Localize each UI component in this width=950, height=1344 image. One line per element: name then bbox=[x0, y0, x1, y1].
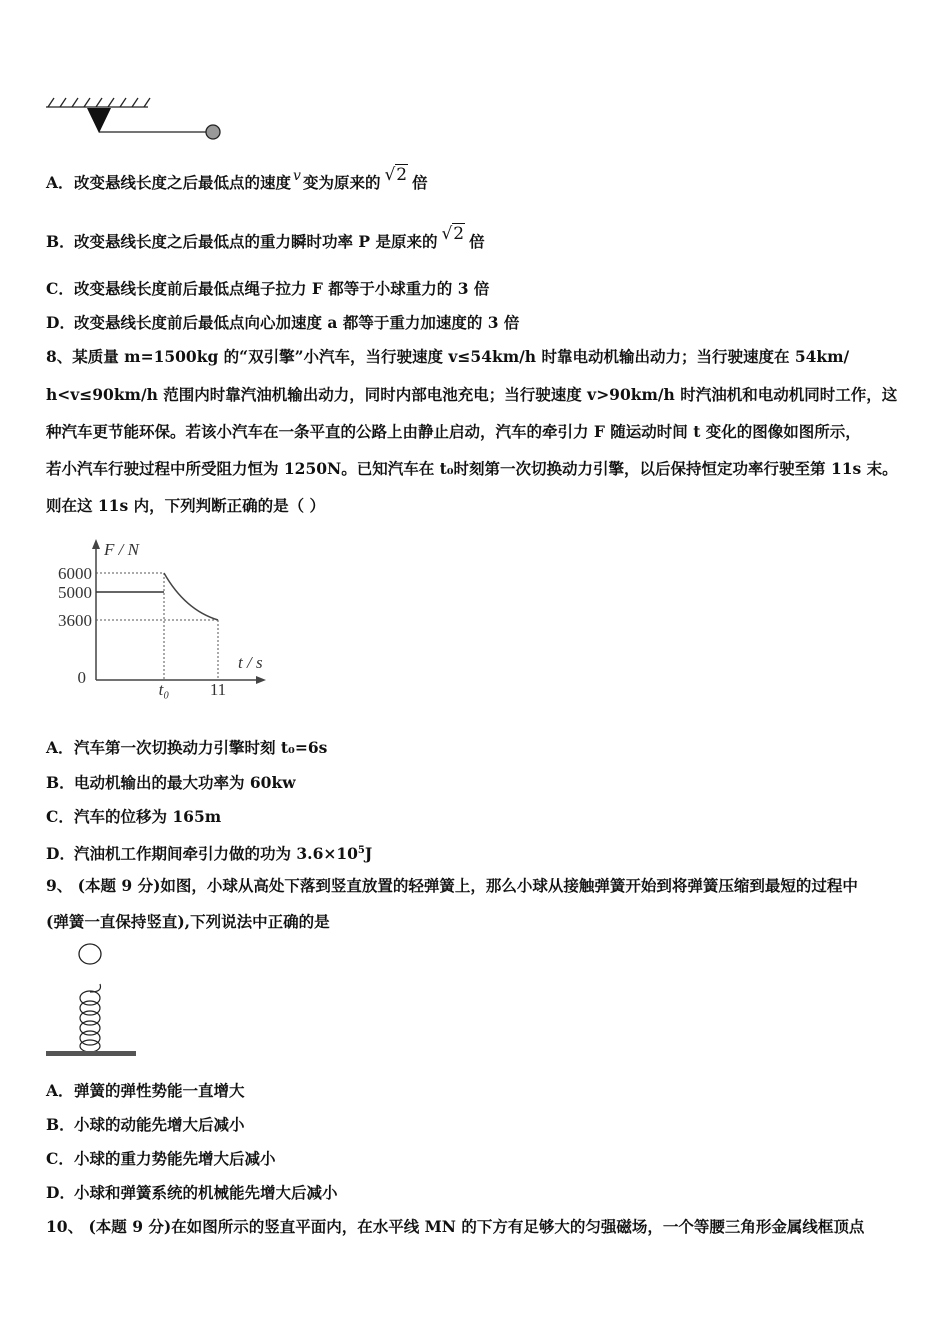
q8-option-c[interactable]: C．汽车的位移为 165m bbox=[46, 807, 222, 826]
q7-option-b[interactable]: B．改变悬线长度之后最低点的重力瞬时功率 P 是原来的 √2 倍 bbox=[46, 224, 485, 251]
q8-text-line: 若小汽车行驶过程中所受阻力恒为 1250N。已知汽车在 t₀时刻第一次切换动力引擎，以后保持恒定功率行驶至第 11s 末。 bbox=[46, 459, 898, 478]
q7-option-a[interactable]: A．改变悬线长度之后最低点的速度 v 变为原来的 √2 倍 bbox=[46, 165, 428, 192]
spring-ball-figure bbox=[40, 938, 150, 1063]
q9-text-line: 9、 (本题 9 分)如图，小球从高处下落到竖直放置的轻弹簧上，那么小球从接触弹簧开始到将弹簧压缩到最短的过程中 bbox=[46, 876, 858, 895]
q10-text-line: 10、 (本题 9 分)在如图所示的竖直平面内，在水平线 MN 的下方有足够大的匀强磁场，一个等腰三角形金属线框顶点 bbox=[46, 1217, 865, 1236]
q9-option-d[interactable]: D．小球和弹簧系统的机械能先增大后减小 bbox=[46, 1183, 338, 1202]
q7-option-c[interactable]: C．改变悬线长度前后最低点绳子拉力 F 都等于小球重力的 3 倍 bbox=[46, 279, 490, 298]
q8-text-line: 8、某质量 m=1500kg 的“双引擎”小汽车，当行驶速度 v≤54km/h 时靠电动机输出动力；当行驶速度在 54km/ bbox=[46, 347, 850, 366]
sqrt-symbol: √2 bbox=[384, 165, 408, 185]
q7-option-d[interactable]: D．改变悬线长度前后最低点向心加速度 a 都等于重力加速度的 3 倍 bbox=[46, 313, 520, 332]
sqrt-symbol: √2 bbox=[441, 224, 465, 244]
q8-text-line: 则在这 11s 内，下列判断正确的是（ ） bbox=[46, 496, 325, 515]
q9-option-b[interactable]: B．小球的动能先增大后减小 bbox=[46, 1115, 245, 1134]
q9-option-a[interactable]: A．弹簧的弹性势能一直增大 bbox=[46, 1081, 245, 1100]
q9-option-c[interactable]: C．小球的重力势能先增大后减小 bbox=[46, 1149, 276, 1168]
x-tick-label: 11 bbox=[209, 680, 227, 699]
y-tick-label: 3600 bbox=[58, 611, 92, 630]
q8-option-d[interactable]: D．汽油机工作期间牵引力做的功为 $3.6\times 10^5J$ bbox=[46, 844, 373, 864]
pendulum-figure bbox=[40, 95, 230, 150]
y-tick-label: 5000 bbox=[58, 583, 92, 602]
x-axis-label: t / s bbox=[238, 653, 263, 672]
q9-text-line: (弹簧一直保持竖直),下列说法中正确的是 bbox=[46, 912, 330, 931]
q8-option-a[interactable]: A．汽车第一次切换动力引擎时刻 t₀=6s bbox=[46, 738, 328, 757]
y-axis-label: F / N bbox=[104, 540, 139, 559]
gas-force-curve bbox=[164, 573, 218, 620]
q8-text-line: 种汽车更节能环保。若该小汽车在一条平直的公路上由静止启动，汽车的牵引力 F 随运动时间 t 变化的图像如图所示， bbox=[46, 422, 861, 441]
force-time-graph bbox=[40, 535, 280, 705]
q8-option-b[interactable]: B．电动机输出的最大功率为 60kw bbox=[46, 773, 296, 792]
q8-text-line: h<v≤90km/h 范围内时靠汽油机输出动力，同时内部电池充电；当行驶速度 v>90km/h 时汽油机和电动机同时工作，这 bbox=[46, 385, 898, 404]
y-tick-label: 6000 bbox=[58, 564, 92, 583]
ground bbox=[46, 1051, 136, 1056]
ball bbox=[79, 944, 101, 964]
x-tick-label: t₀ bbox=[158, 680, 170, 699]
y-tick-label: 0 bbox=[77, 668, 86, 687]
